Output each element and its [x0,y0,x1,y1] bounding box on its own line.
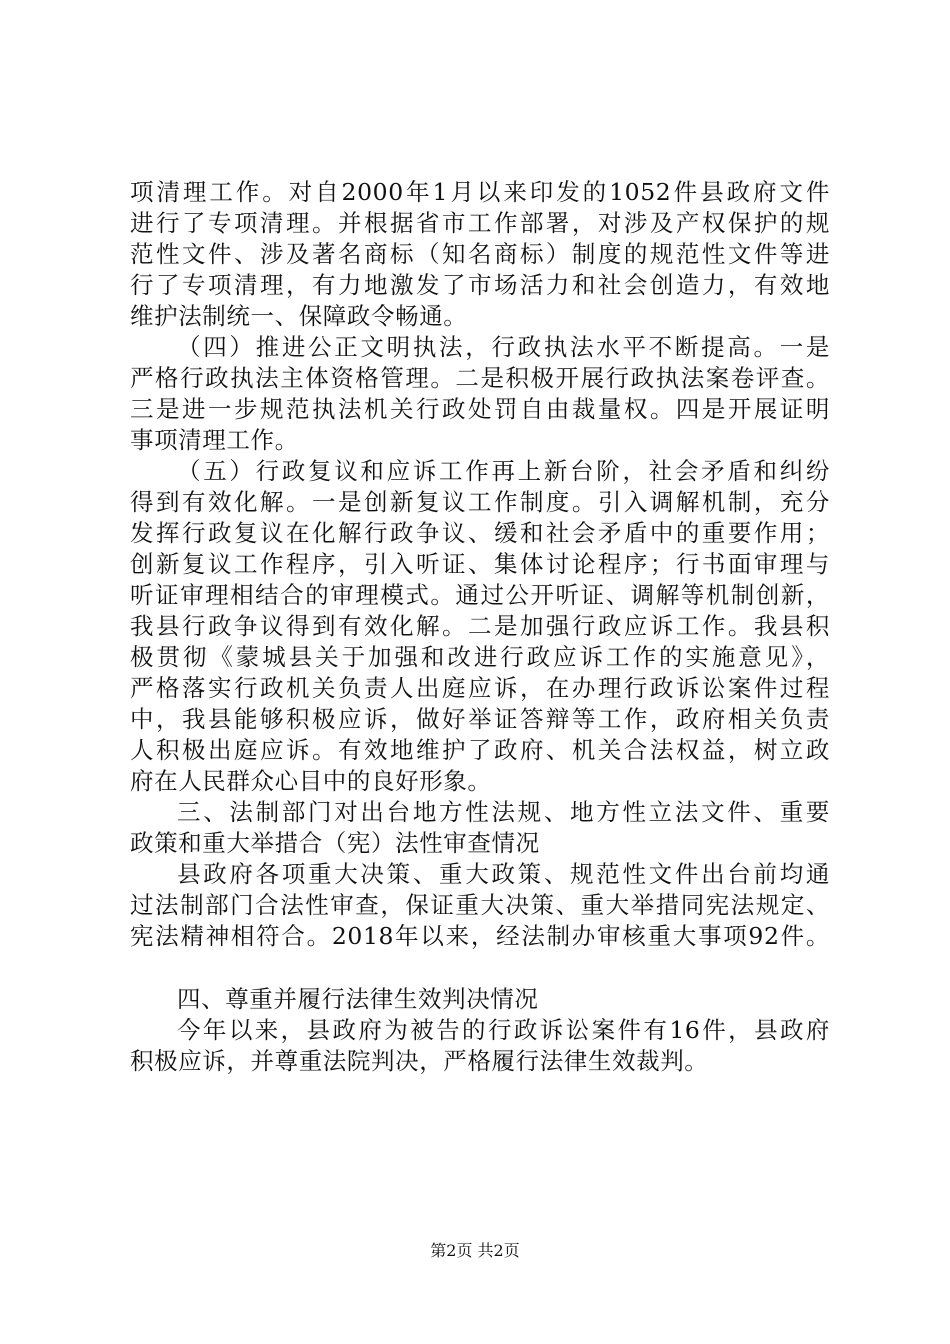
text-line: 县政府各项重大决策、重大政策、规范性文件出台前均通 [177,860,830,888]
text-line: 进行了专项清理。并根据省市工作部署，对涉及产权保护的规 [130,209,830,237]
text-line: 今年以来，县政府为被告的行政诉讼案件有16件，县政府 [177,1016,830,1044]
text-line: 范性文件、涉及著名商标（知名商标）制度的规范性文件等进 [130,240,830,268]
text-line: 严格落实行政机关负责人出庭应诉，在办理行政诉讼案件过程 [130,674,830,702]
text-line: 我县行政争议得到有效化解。二是加强行政应诉工作。我县积 [130,612,830,640]
text-line: 得到有效化解。一是创新复议工作制度。引入调解机制，充分 [130,488,830,516]
text-line: 创新复议工作程序，引入听证、集体讨论程序；行书面审理与 [130,550,830,578]
text-line: 极贯彻《蒙城县关于加强和改进行政应诉工作的实施意见》， [130,643,830,671]
text-line: 人积极出庭应诉。有效地维护了政府、机关合法权益，树立政 [130,736,830,764]
text-line: 三是进一步规范执法机关行政处罚自由裁量权。四是开展证明 [130,395,830,423]
page-number-footer: 第2页 共2页 [430,1241,520,1260]
section-heading: 三、法制部门对出台地方性法规、地方性立法文件、重要 [177,798,830,826]
text-line: 积极应诉，并尊重法院判决，严格履行法律生效裁判。 [130,1047,709,1075]
text-line: 严格行政执法主体资格管理。二是积极开展行政执法案卷评查。 [130,364,830,392]
text-line: 宪法精神相符合。2018年以来，经法制办审核重大事项92件。 [130,922,830,950]
text-line: 维护法制统一、保障政令畅通。 [130,302,468,330]
text-line: 府在人民群众心目中的良好形象。 [130,767,492,795]
text-line: 行了专项清理，有力地激发了市场活力和社会创造力，有效地 [130,271,830,299]
text-line: 听证审理相结合的审理模式。通过公开听证、调解等机制创新， [130,581,830,609]
section-heading: 四、尊重并履行法律生效判决情况 [177,985,539,1013]
text-line: 发挥行政复议在化解行政争议、缓和社会矛盾中的重要作用； [130,519,830,547]
paragraph-heading-line: （五）行政复议和应诉工作再上新台阶，社会矛盾和纠纷 [177,457,830,485]
text-line: 事项清理工作。 [130,426,299,454]
section-heading-continued: 政策和重大举措合（宪）法性审查情况 [130,829,540,857]
paragraph-heading-line: （四）推进公正文明执法，行政执法水平不断提高。一是 [177,333,830,361]
text-line: 项清理工作。对自2000年1月以来印发的1052件县政府文件 [130,178,830,206]
text-line: 中，我县能够积极应诉，做好举证答辩等工作，政府相关负责 [130,705,830,733]
text-line: 过法制部门合法性审查，保证重大决策、重大举措同宪法规定、 [130,891,830,919]
